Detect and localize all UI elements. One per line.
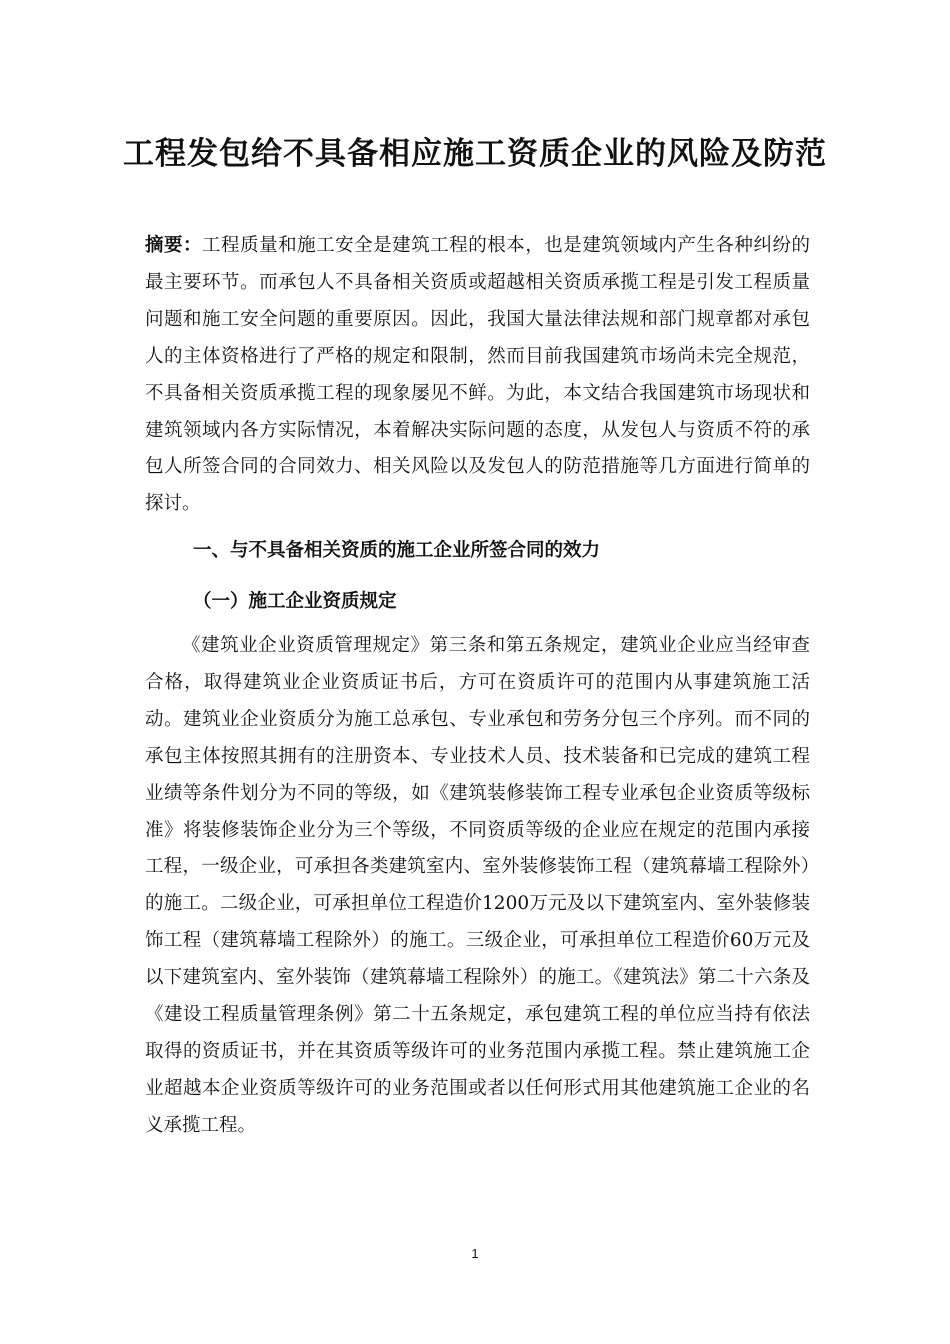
abstract-label: 摘要：: [145, 235, 203, 256]
abstract-text: 工程质量和施工安全是建筑工程的根本，也是建筑领域内产生各种纠纷的最主要环节。而承包人不具备相关资质或超越相关资质承揽工程是引发工程质量问题和施工安全问题的重要原因。因此，我国大量法律法规和部门规章都对承包人的主体资格进行了严格的规定和限制，然而目前我国建筑市场尚未完全规范，不具备相关资质承揽工程的现象屡见不鲜。为此，本文结合我国建筑市场现状和建筑领域内各方实际情况，本着解决实际问题的态度，从发包人与资质不符的承包人所签合同的合同效力、相关风险以及发包人的防范措施等几方面进行简单的探讨。: [145, 235, 810, 515]
page-number: 1: [471, 1246, 479, 1261]
body-paragraph: 《建筑业企业资质管理规定》第三条和第五条规定，建筑业企业应当经审查合格，取得建筑业企业资质证书后，方可在资质许可的范围内从事建筑施工活动。建筑业企业资质分为施工总承包、专业承包和劳务分包三个序列。而不同的承包主体按照其拥有的注册资本、专业技术人员、技术装备和已完成的建筑工程业绩等条件划分为不同的等级，如《建筑装修装饰工程专业承包企业资质等级标准》将装修装饰企业分为三个等级，不同资质等级的企业应在规定的范围内承接工程，一级企业，可承担各类建筑室内、室外装修装饰工程（建筑幕墙工程除外）的施工。二级企业，可承担单位工程造价1200万元及以下建筑室内、室外装修装饰工程（建筑幕墙工程除外）的施工。三级企业，可承担单位工程造价60万元及以下建筑室内、室外装饰（建筑幕墙工程除外）的施工。《建筑法》第二十六条及《建设工程质量管理条例》第二十五条规定，承包建筑工程的单位应当持有依法取得的资质证书，并在其资质等级许可的业务范围内承揽工程。禁止建筑施工企业超越本企业资质等级许可的业务范围或者以任何形式用其他建筑施工企业的名义承揽工程。: [145, 635, 810, 1136]
section-heading: 一、与不具备相关资质的施工企业所签合同的效力: [193, 540, 601, 561]
document-title: 工程发包给不具备相应施工资质企业的风险及防范: [123, 136, 827, 172]
subsection-heading: （一）施工企业资质规定: [193, 591, 397, 612]
abstract: [145, 228, 810, 523]
